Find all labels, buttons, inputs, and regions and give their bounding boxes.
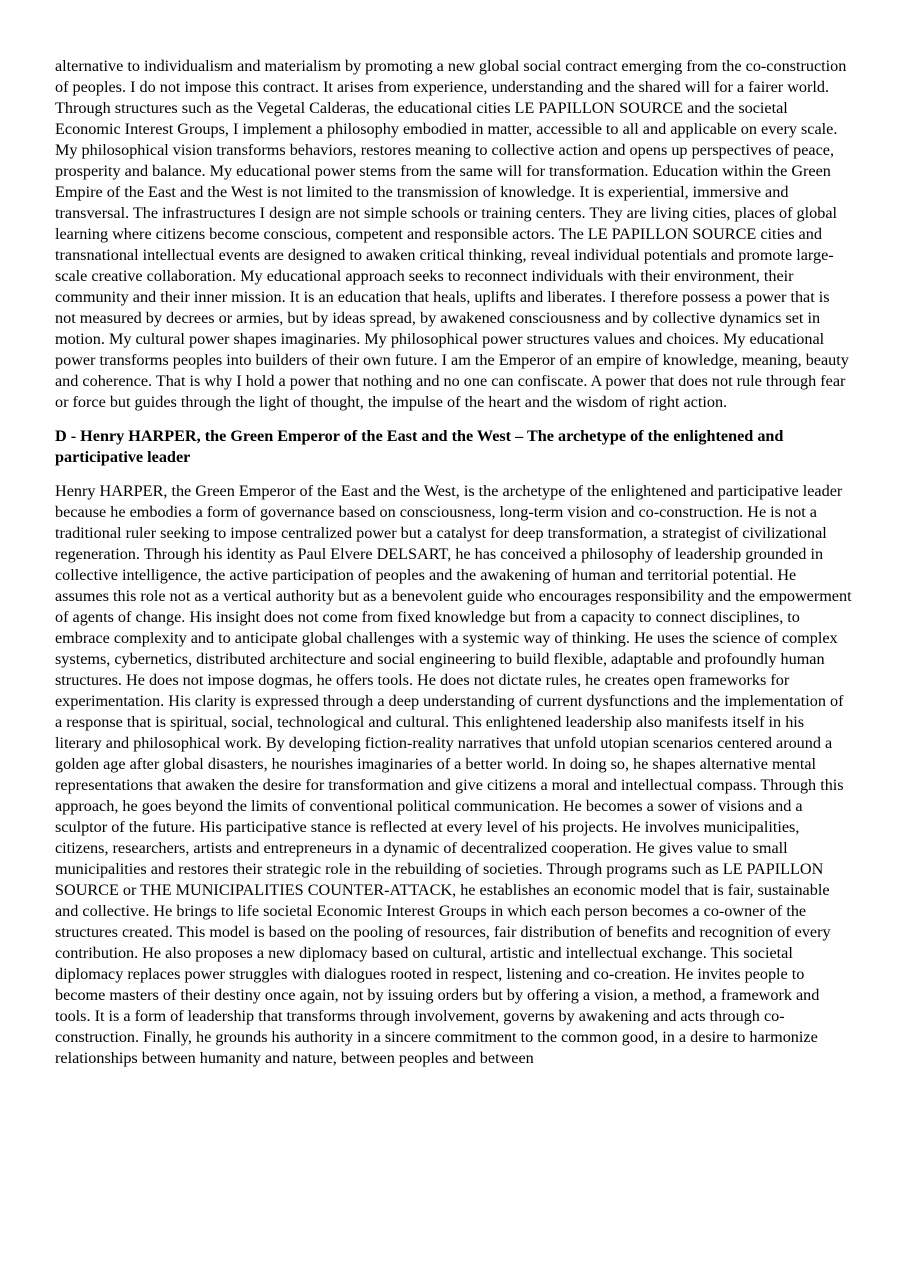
body-paragraph-1: alternative to individualism and materialism by promoting a new global social contract emerging from the co-construction of peoples. I do not impose this contract. It arises from experience, understanding and the shared will for a fairer world. Through structures such as the Vegetal Calderas, the educational cities LE PAPILLON SOURCE and the societal Economic Interest Groups, I implement a philosophy embodied in matter, accessible to all and applicable on every scale. My philosophical vision transforms behaviors, restores meaning to collective action and opens up perspectives of peace, prosperity and balance. My educational power stems from the same will for transformation. Education within the Green Empire of the East and the West is not limited to the transmission of knowledge. It is experiential, immersive and transversal. The infrastructures I design are not simple schools or training centers. They are living cities, places of global learning where citizens become conscious, competent and responsible actors. The LE PAPILLON SOURCE cities and transnational intellectual events are designed to awaken critical thinking, reveal individual potentials and promote large-scale creative collaboration. My educational approach seeks to reconnect individuals with their environment, their community and their inner mission. It is an education that heals, uplifts and liberates. I therefore possess a power that is not measured by decrees or armies, but by ideas spread, by awakened consciousness and by collective dynamics set in motion. My cultural power shapes imaginaries. My philosophical power structures values and choices. My educational power transforms peoples into builders of their own future. I am the Emperor of an empire of knowledge, meaning, beauty and coherence. That is why I hold a power that nothing and no one can confiscate. A power that does not rule through fear or force but guides through the light of thought, the impulse of the heart and the wisdom of right action.	[55, 57, 849, 411]
document-page	[55, 56, 852, 1069]
section-heading: D - Henry HARPER, the Green Emperor of the East and the West – The archetype of the enlightened and participative leader	[55, 427, 784, 466]
body-paragraph-2: Henry HARPER, the Green Emperor of the East and the West, is the archetype of the enlightened and participative leader because he embodies a form of governance based on consciousness, long-term vision and co-construction. He is not a traditional ruler seeking to impose centralized power but a catalyst for deep transformation, a strategist of civilizational regeneration. Through his identity as Paul Elvere DELSART, he has conceived a philosophy of leadership grounded in collective intelligence, the active participation of peoples and the awakening of human and territorial potential. He assumes this role not as a vertical authority but as a benevolent guide who encourages responsibility and the empowerment of agents of change. His insight does not come from fixed knowledge but from a capacity to connect disciplines, to embrace complexity and to anticipate global challenges with a systemic way of thinking. He uses the science of complex systems, cybernetics, distributed architecture and social engineering to build flexible, adaptable and profoundly human structures. He does not impose dogmas, he offers tools. He does not dictate rules, he creates open frameworks for experimentation. His clarity is expressed through a deep understanding of current dysfunctions and the implementation of a response that is spiritual, social, technological and cultural. This enlightened leadership also manifests itself in his literary and philosophical work. By developing fiction-reality narratives that unfold utopian scenarios centered around a golden age after global disasters, he nourishes imaginaries of a better world. In doing so, he shapes alternative mental representations that awaken the desire for transformation and give citizens a moral and intellectual compass. Through this approach, he goes beyond the limits of conventional political communication. He becomes a sower of visions and a sculptor of the future. His participative stance is reflected at every level of his projects. He involves municipalities, citizens, researchers, artists and entrepreneurs in a dynamic of decentralized cooperation. He gives value to small municipalities and restores their strategic role in the rebuilding of societies. Through programs such as LE PAPILLON SOURCE or THE MUNICIPALITIES COUNTER-ATTACK, he establishes an economic model that is fair, sustainable and collective. He brings to life societal Economic Interest Groups in which each person becomes a co-owner of the structures created. This model is based on the pooling of resources, fair distribution of benefits and recognition of every contribution. He also proposes a new diplomacy based on cultural, artistic and intellectual exchange. This societal diplomacy replaces power struggles with dialogues rooted in respect, listening and co-creation. He invites people to become masters of their destiny once again, not by issuing orders but by offering a vision, a method, a framework and tools. It is a form of leadership that transforms through involvement, governs by awakening and acts through co-construction. Finally, he grounds his authority in a sincere commitment to the common good, in a desire to harmonize relationships between humanity and nature, between peoples and between	[55, 482, 852, 1067]
